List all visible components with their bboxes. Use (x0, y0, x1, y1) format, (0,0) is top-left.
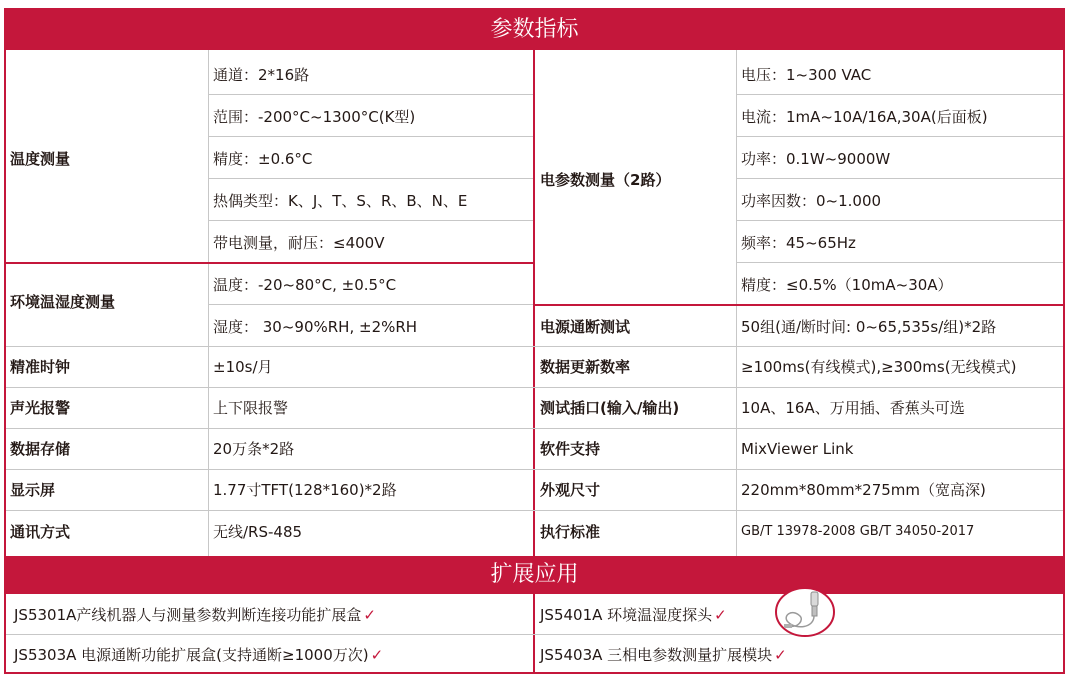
row-label: 软件支持 (540, 440, 601, 458)
temp-item: 通道：2*16路 (213, 66, 310, 84)
row-label: 外观尺寸 (540, 481, 601, 499)
power-test-label: 电源通断测试 (540, 318, 631, 336)
row-value: MixViewer Link (741, 440, 854, 458)
env-item: 湿度： 30~90%RH, ±2%RH (213, 318, 418, 336)
elec-label: 电参数测量（2路） (540, 171, 671, 189)
temp-item: 热偶类型：K、J、T、S、R、B、N、E (213, 192, 468, 210)
row-value: ±10s/月 (213, 358, 273, 376)
elec-item: 电流：1mA~10A/16A,30A(后面板) (741, 108, 988, 126)
row-value: 220mm*80mm*275mm（宽高深) (741, 481, 986, 499)
elec-item: 频率：45~65Hz (741, 234, 856, 252)
elec-item: 功率因数：0~1.000 (741, 192, 882, 210)
row-label: 精准时钟 (10, 358, 71, 376)
row-label: 声光报警 (10, 399, 71, 417)
row-label: 通讯方式 (10, 523, 71, 541)
row-value: 无线/RS-485 (213, 523, 303, 541)
spec-table (4, 8, 1065, 674)
ext-item: JS5301A产线机器人与测量参数判断连接功能扩展盒 ✓ (14, 606, 376, 624)
row-value: GB/T 13978-2008 GB/T 34050-2017 (741, 524, 975, 539)
temp-item: 精度：±0.6°C (213, 150, 313, 168)
check-icon: ✓ (714, 606, 727, 624)
check-icon: ✓ (774, 646, 787, 664)
power-test-value: 50组(通/断时间: 0~65,535s/组)*2路 (741, 318, 997, 336)
ext-item: JS5403A 三相电参数测量扩展模块 ✓ (540, 646, 787, 664)
ext-item: JS5401A 环境温湿度探头 ✓ (540, 606, 727, 624)
row-value: 20万条*2路 (213, 440, 295, 458)
row-value: 10A、16A、万用插、香蕉头可选 (741, 399, 965, 417)
elec-item: 功率：0.1W~9000W (741, 150, 891, 168)
row-label: 测试插口(输入/输出) (540, 399, 680, 417)
row-label: 执行标准 (540, 523, 601, 541)
row-value: 上下限报警 (213, 399, 289, 417)
ext-item: JS5303A 电源通断功能扩展盒(支持通断≥1000万次) ✓ (14, 646, 384, 664)
check-icon: ✓ (370, 646, 384, 664)
temp-label: 温度测量 (10, 150, 71, 168)
row-label: 数据更新数率 (540, 358, 631, 376)
elec-item: 精度：≤0.5%（10mA~30A） (741, 276, 953, 294)
row-label: 显示屏 (10, 481, 56, 499)
temp-item: 范围：-200°C~1300°C(K型) (213, 108, 416, 126)
temperature-humidity-probe-icon (774, 586, 836, 638)
ext-banner: 扩展应用 (6, 556, 1063, 594)
env-label: 环境温湿度测量 (10, 293, 116, 311)
spec-banner: 参数指标 (6, 10, 1063, 50)
check-icon: ✓ (363, 606, 376, 624)
row-value: ≥100ms(有线模式),≥300ms(无线模式) (741, 358, 1017, 376)
temp-item: 带电测量，耐压：≤400V (213, 234, 385, 252)
row-value: 1.77寸TFT(128*160)*2路 (213, 481, 397, 499)
row-label: 数据存储 (10, 440, 71, 458)
env-item: 温度：-20~80°C, ±0.5°C (213, 276, 397, 294)
elec-item: 电压：1~300 VAC (741, 66, 872, 84)
